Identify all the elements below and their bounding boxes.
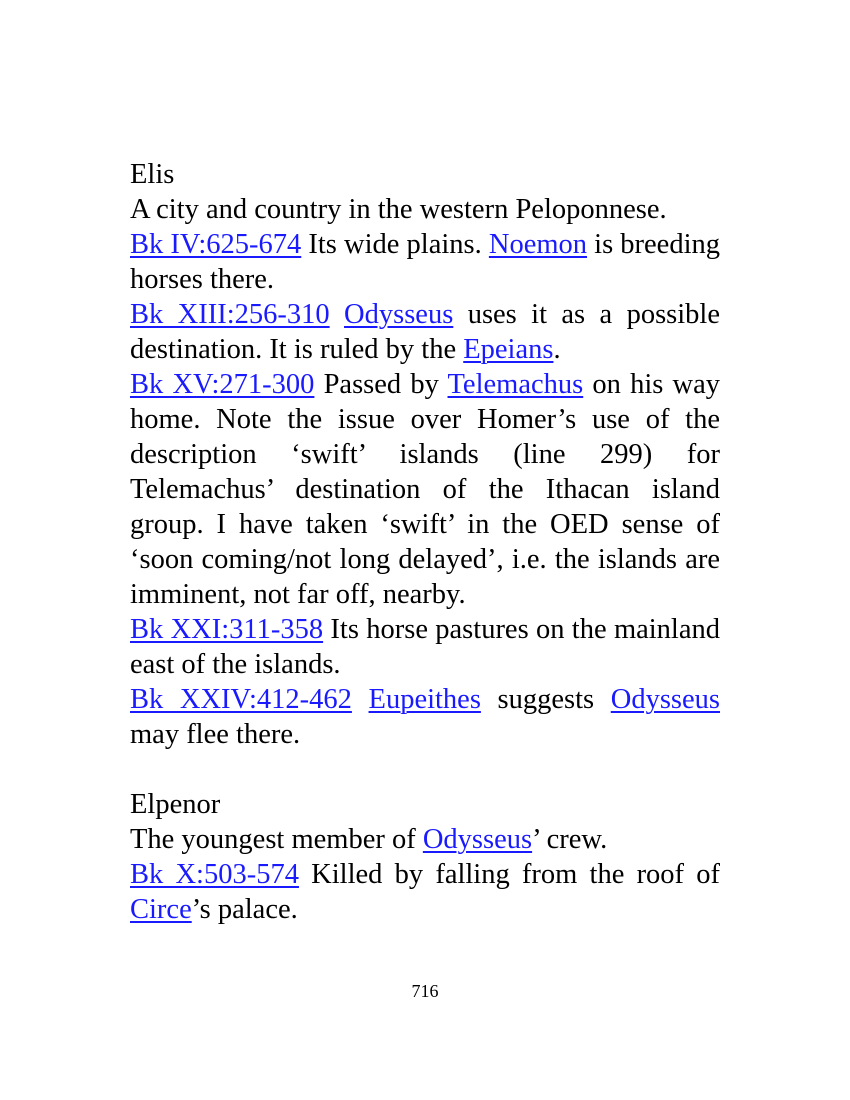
character-link-odysseus[interactable]: Odysseus xyxy=(422,824,533,855)
reference-paragraph: Bk XXIV:412-462 Eupeithes suggests Odysseus may flee there. xyxy=(130,684,721,750)
character-link-telemachus[interactable]: Telemachus xyxy=(447,369,584,400)
book-reference-link[interactable]: Bk XIII:256-310 xyxy=(130,299,330,330)
book-reference-link[interactable]: Bk XXI:311-358 xyxy=(130,614,324,645)
document-page xyxy=(130,157,720,927)
people-link-epeians[interactable]: Epeians xyxy=(463,334,554,365)
character-link-eupeithes[interactable]: Eupeithes xyxy=(368,684,481,715)
entry-definition: The youngest member of Odysseus’ crew. xyxy=(130,824,608,855)
page-number: 716 xyxy=(411,981,439,1001)
character-link-odysseus[interactable]: Odysseus xyxy=(610,684,721,715)
entry-term: Elis xyxy=(130,159,175,190)
character-link-noemon[interactable]: Noemon xyxy=(488,229,588,260)
book-reference-link[interactable]: Bk IV:625-674 xyxy=(130,229,302,260)
glossary-entry-elpenor xyxy=(130,787,720,927)
reference-paragraph: Bk XXI:311-358 Its horse pastures on the mainland east of the islands. xyxy=(130,614,721,680)
book-reference-link[interactable]: Bk X:503-574 xyxy=(130,859,299,890)
book-reference-link[interactable]: Bk XV:271-300 xyxy=(130,369,315,400)
glossary-entry-elis xyxy=(130,157,720,752)
reference-paragraph: Bk IV:625-674 Its wide plains. Noemon is breeding horses there. xyxy=(130,229,720,295)
character-link-odysseus[interactable]: Odysseus xyxy=(344,299,454,330)
reference-paragraph: Bk XIII:256-310 Odysseus uses it as a possible destination. It is ruled by the Epeians. xyxy=(130,299,720,365)
reference-paragraph: Bk XV:271-300 Passed by Telemachus on his way home. Note the issue over Homer’s use of the description ‘swift’ islands (line 299) for Telemachus’ destination of the Ithacan island group. I have taken ‘swift’ in the OED sense of ‘soon coming/not long delayed’, i.e. the islands are imminent, not far off, nearby. xyxy=(130,369,720,610)
entry-term: Elpenor xyxy=(130,789,221,820)
book-reference-link[interactable]: Bk XXIV:412-462 xyxy=(130,684,352,715)
reference-paragraph: Bk X:503-574 Killed by falling from the roof of Circe’s palace. xyxy=(130,859,721,925)
character-link-circe[interactable]: Circe xyxy=(130,894,192,925)
entry-definition: A city and country in the western Peloponnese. xyxy=(130,194,667,225)
